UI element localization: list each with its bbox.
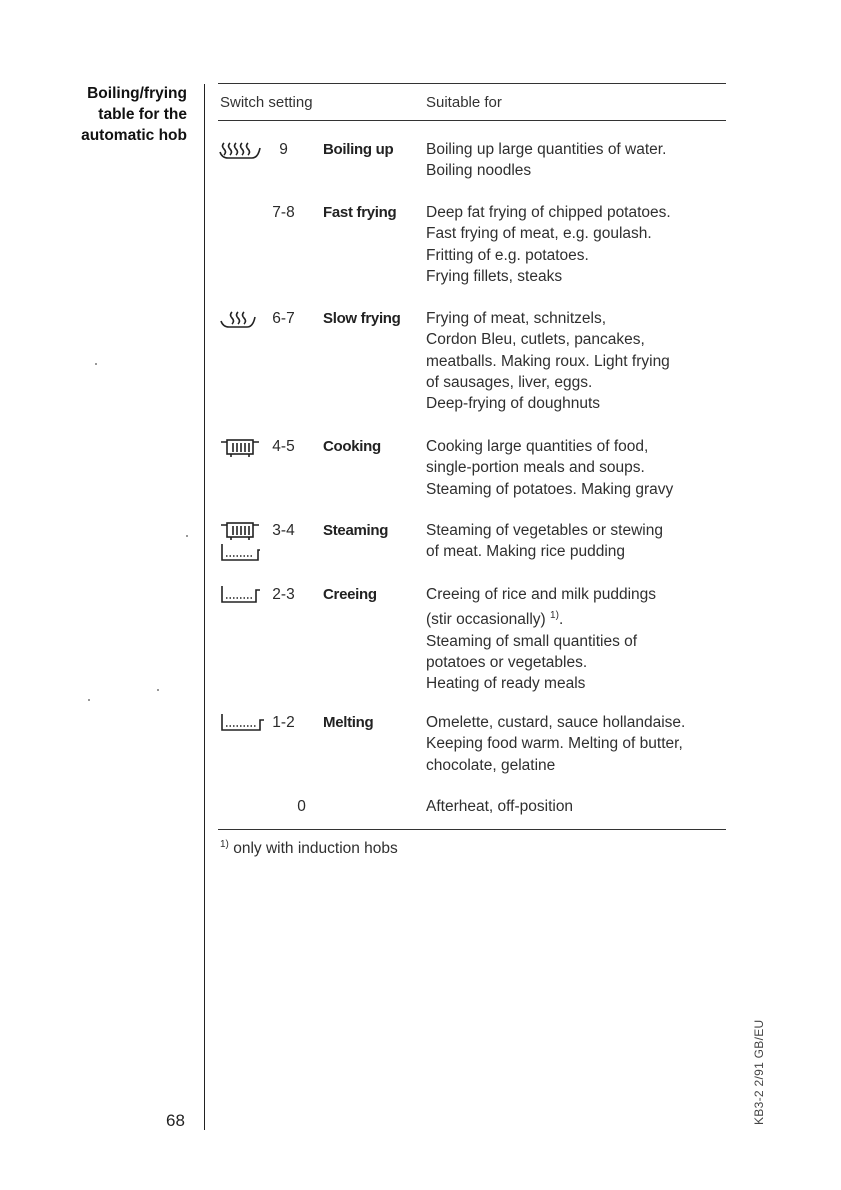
setting-label: Melting [323,714,374,731]
description-line: potatoes or vegetables. [426,654,588,672]
description-line: single-portion meals and soups. [426,459,645,477]
setting-value: 4-5 [272,438,295,455]
scan-speck [95,363,97,365]
header-suitable-for: Suitable for [426,94,502,111]
warm-pot-icon [218,584,262,606]
section-title-line: table for the [98,106,187,123]
description-line: Afterheat, off-position [426,798,574,815]
description-line: Frying of meat, schnitzels, [426,310,607,327]
section-title [20,83,187,146]
description-line: Deep fat frying of chipped potatoes. [426,204,671,221]
description-line: chocolate, gelatine [426,756,556,774]
description-line: Deep-frying of doughnuts [426,395,601,413]
setting-description [426,712,685,776]
description-line: Omelette, custard, sauce hollandaise. [426,714,686,731]
setting-description [426,796,573,817]
page-number: 68 [166,1111,185,1130]
setting-description [426,584,656,695]
footnote-text: only with induction hobs [233,840,398,858]
setting-value: 2-3 [272,586,295,603]
description-line: Keeping food warm. Melting of butter, [426,735,683,753]
description-line: Cooking large quantities of food, [426,438,649,455]
header-rule [218,120,726,121]
scan-speck [157,689,159,691]
description-line: Steaming of potatoes. Making gravy [426,480,674,498]
setting-value: 1-2 [272,714,295,731]
header-switch-setting: Switch setting [220,94,313,111]
setting-label: Fast frying [323,204,397,221]
description-line: of sausages, liver, eggs. [426,373,593,391]
setting-value: 9 [279,141,288,158]
setting-value: 7-8 [272,204,295,221]
setting-description [426,202,671,287]
section-title-line: automatic hob [81,127,187,144]
description-line: Fast frying of meat, e.g. goulash. [426,225,652,243]
setting-description [426,520,663,563]
description-line: Steaming of small quantities of [426,632,638,650]
setting-label: Creeing [323,586,377,603]
scan-speck [186,535,188,537]
description-line: (stir occasionally) $^{1)}$. [426,610,564,629]
footnote-mark: 1) [220,839,229,850]
margin-rule [204,84,205,1130]
description-line-text: (stir occasionally) [426,611,546,629]
description-line: Heating of ready meals [426,675,586,693]
heat-strong-icon [218,140,262,160]
setting-label: Boiling up [323,141,394,158]
setting-value: 0 [297,798,306,815]
setting-label: Steaming [323,522,389,539]
table-bottom-rule [218,829,726,830]
description-line: Boiling noodles [426,162,532,180]
scan-speck [88,699,90,701]
description-line: Boiling up large quantities of water. [426,141,667,158]
document-code: KB3-2 2/91 GB/EU [752,1019,766,1125]
description-line: Creeing of rice and milk puddings [426,586,657,603]
steam-pot-icon [218,436,260,458]
table-top-rule [218,83,726,84]
heat-medium-icon [218,309,258,329]
description-line: Fritting of e.g. potatoes. [426,246,589,264]
low-pot-icon [218,712,266,734]
footnote-reference: 1) [550,610,559,622]
section-title-line: Boiling/frying [87,85,187,102]
setting-label: Cooking [323,438,381,455]
description-line: Frying fillets, steaks [426,267,563,285]
setting-value: 3-4 [272,522,295,539]
description-line: Cordon Bleu, cutlets, pancakes, [426,331,645,349]
setting-description [426,436,673,500]
description-line: of meat. Making rice pudding [426,543,626,561]
setting-value: 6-7 [272,310,295,327]
setting-description [426,139,666,182]
setting-description [426,308,670,414]
steam-pot-and-warm-pot-icon [218,520,260,566]
footnote [220,839,398,858]
setting-label: Slow frying [323,310,401,327]
description-line: meatballs. Making roux. Light frying [426,352,670,370]
description-line: Steaming of vegetables or stewing [426,522,663,539]
